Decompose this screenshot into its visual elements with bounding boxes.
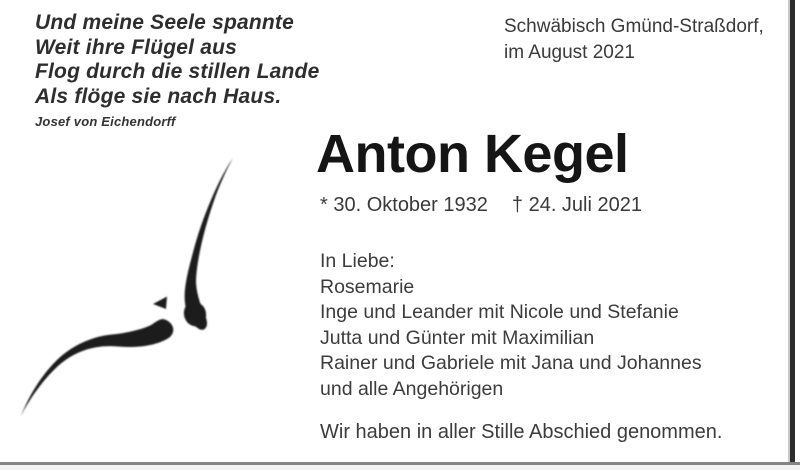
mourner-line: Jutta und Günter mit Maximilian [320, 326, 595, 349]
mourner-line: und alle Angehörigen [320, 377, 504, 400]
mourners-list [320, 249, 702, 403]
death-date: † 24. Juli 2021 [511, 194, 642, 216]
mourners-intro: In Liebe: [320, 250, 395, 272]
poem-line: Weit ihre Flügel aus [35, 35, 237, 59]
bird-brush-strokes [21, 158, 233, 416]
poem-line: Als flöge sie nach Haus. [35, 84, 282, 108]
poem-attribution: Josef von Eichendorff [35, 114, 176, 129]
bottom-edge-shadow [0, 465, 800, 470]
deceased-name: Anton Kegel [316, 124, 629, 184]
mourner-line: Rainer und Gabriele mit Jana und Johannes [320, 352, 702, 375]
bird-illustration [15, 145, 265, 425]
right-edge-rule [790, 0, 795, 465]
poem-line: Flog durch die stillen Lande [35, 60, 320, 83]
life-dates [320, 194, 642, 217]
poem-line: Und meine Seele spannte [35, 11, 295, 34]
date-line: im August 2021 [504, 42, 635, 63]
birth-date: * 30. Oktober 1932 [320, 194, 488, 216]
mourner-line: Rosemarie [320, 275, 415, 298]
mourner-line: Inge und Leander mit Nicole und Stefanie [320, 301, 679, 324]
poem [35, 11, 319, 129]
place-dateline [504, 14, 764, 66]
place-line: Schwäbisch Gmünd-Straßdorf, [504, 16, 764, 37]
closing-sentence: Wir haben in aller Stille Abschied genommen. [320, 421, 723, 443]
